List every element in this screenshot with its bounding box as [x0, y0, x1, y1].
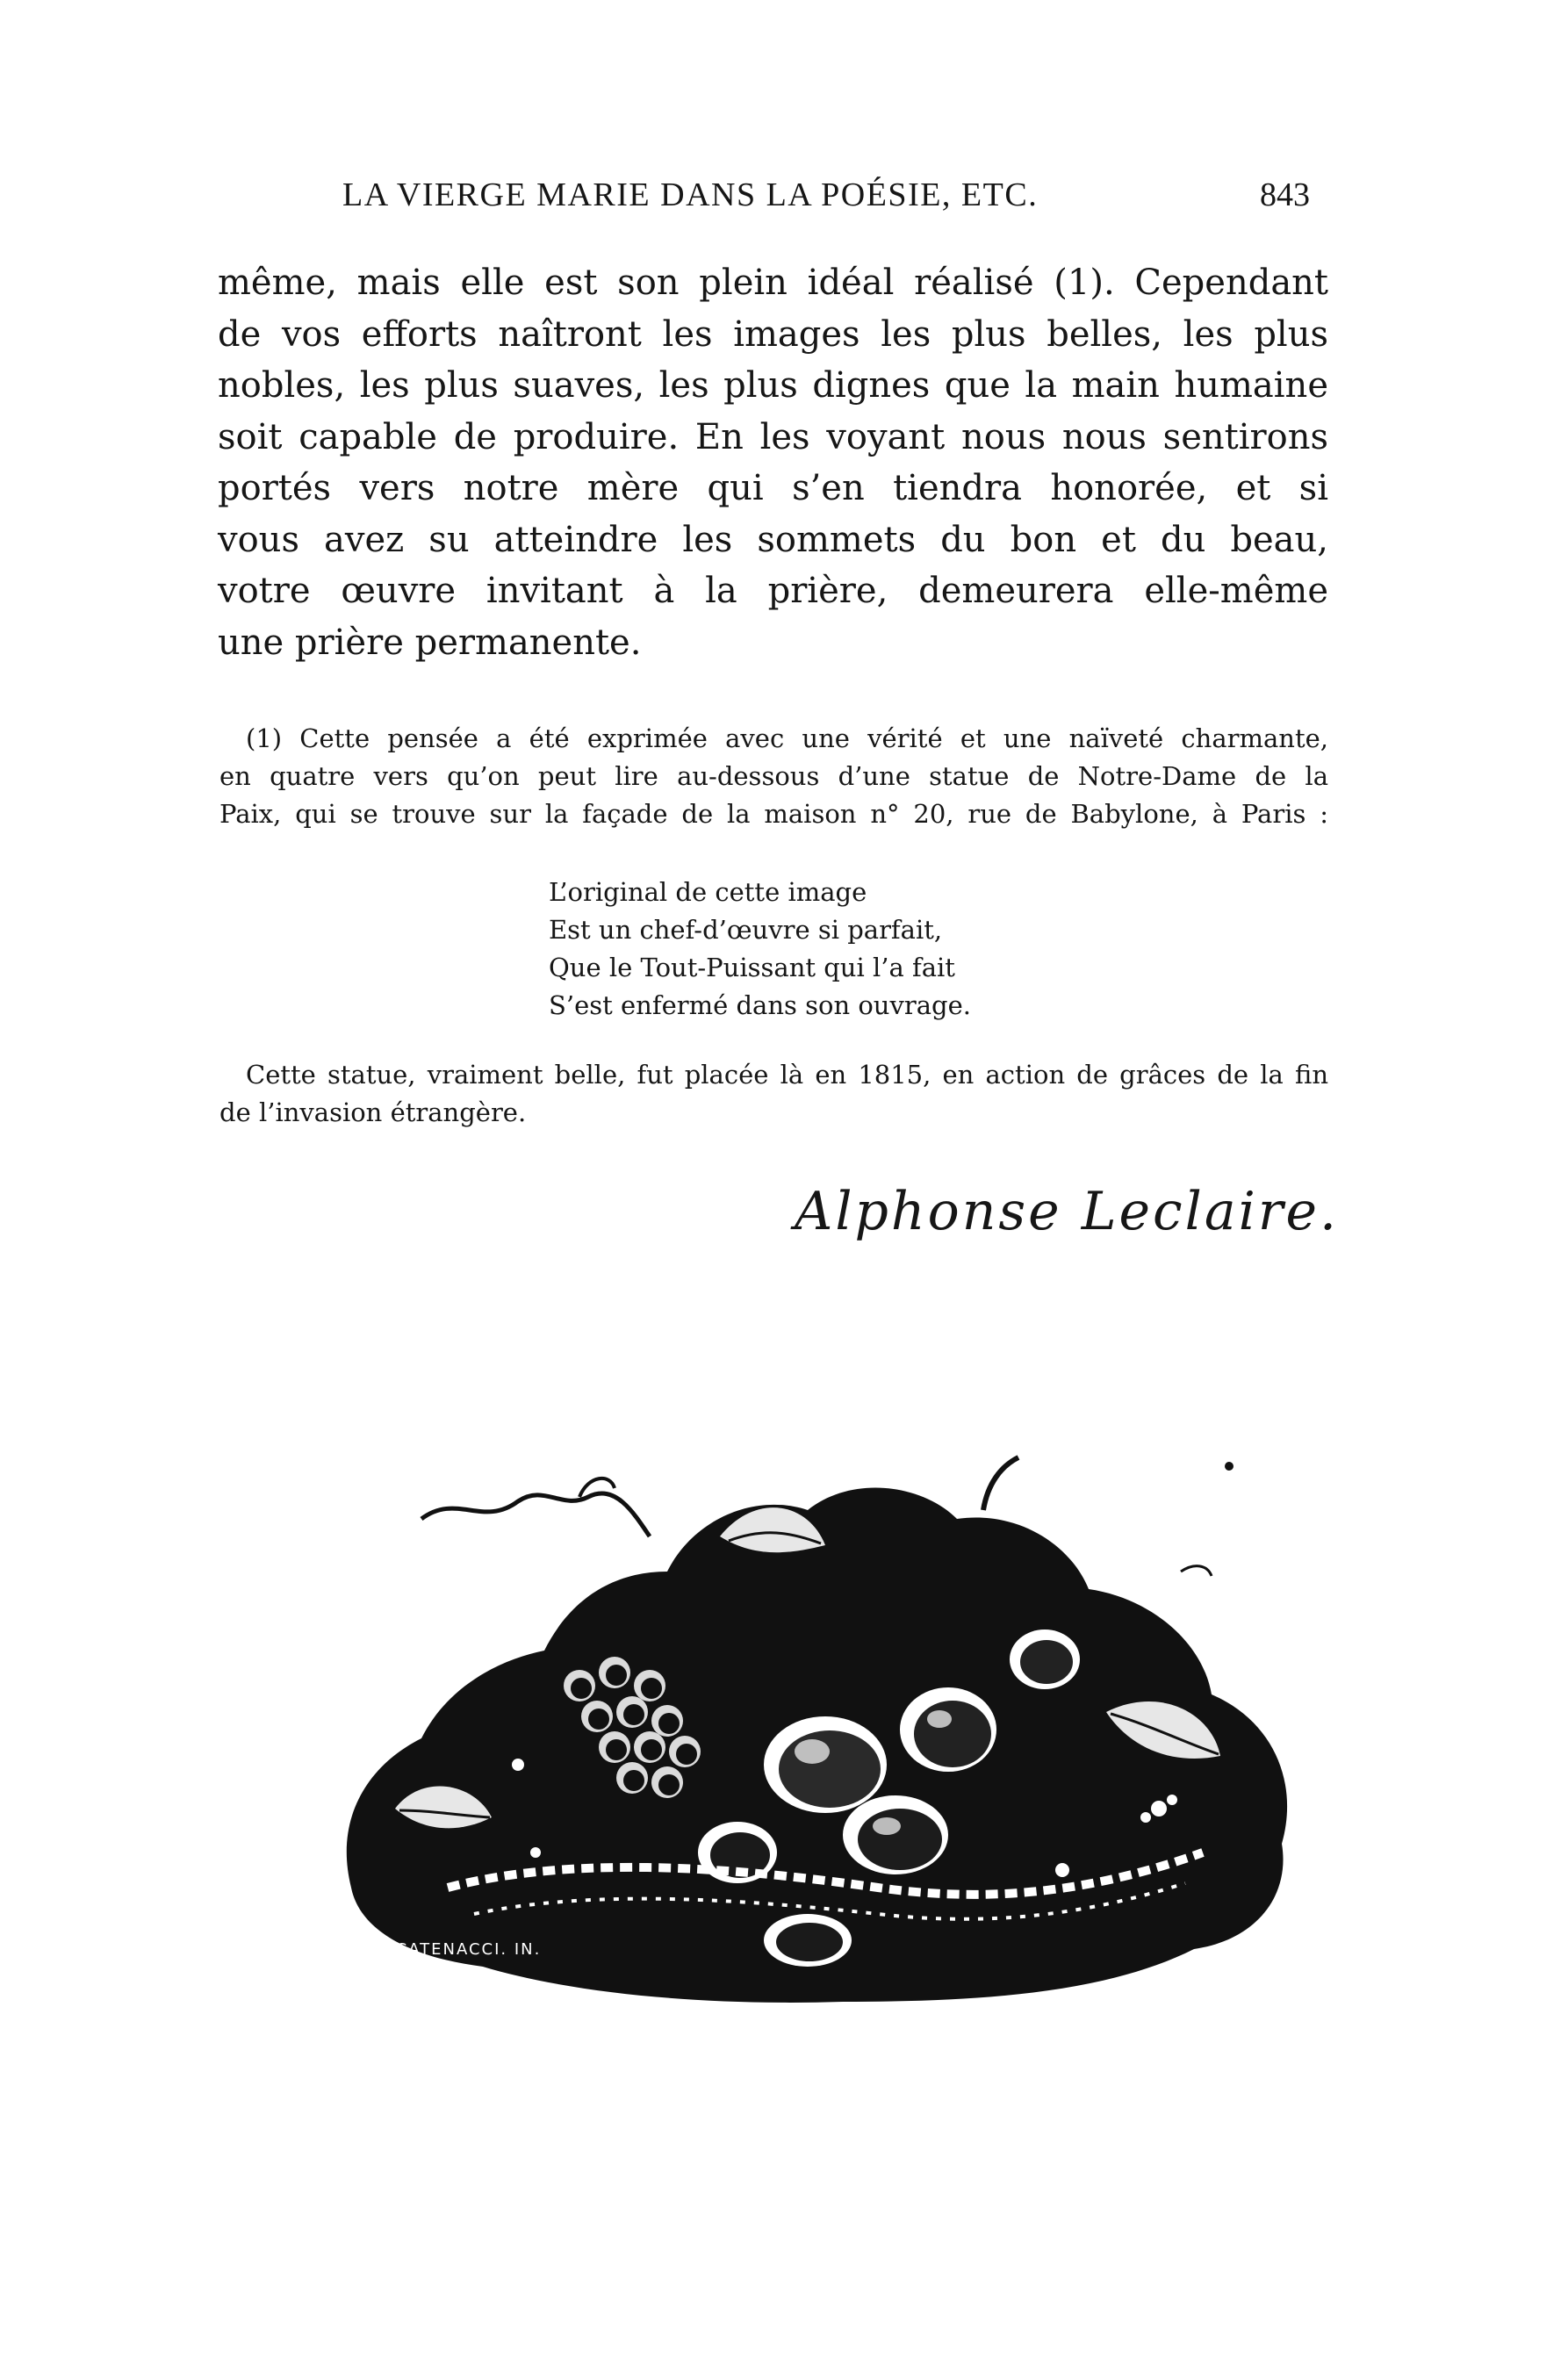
verse-line: S’est enfermé dans son ouvrage. — [549, 990, 971, 1020]
body-line: soit capable de produire. En les voyant nous nous sentirons — [218, 416, 1328, 457]
footnote-line: (1) Cette pensée a été exprimée avec une vérité et une naïveté charmante, — [246, 723, 1328, 753]
footnote-verse — [549, 874, 971, 1025]
footnote-line: en quatre vers qu’on peut lire au-dessous d’une statue de Notre-Dame de la — [219, 761, 1328, 791]
page-number: 843 — [1260, 176, 1310, 213]
body-paragraph — [218, 257, 1328, 668]
body-line: nobles, les plus suaves, les plus dignes que la main humaine — [218, 365, 1328, 406]
verse-line: Est un chef-d’œuvre si parfait, — [549, 915, 943, 945]
body-line: de vos efforts naîtront les images les plus belles, les plus — [218, 313, 1328, 355]
footnote-line: de l’invasion étrangère. — [219, 1097, 527, 1127]
body-line: portés vers notre mère qui s’en tiendra honorée, et si — [218, 468, 1328, 508]
footnote-line: Paix, qui se trouve sur la façade de la maison n° 20, rue de Babylone, à Paris : — [219, 799, 1328, 829]
body-line: une prière permanente. — [218, 622, 642, 663]
footnote-line: Cette statue, vraiment belle, fut placée là en 1815, en action de grâces de la fin — [246, 1060, 1328, 1090]
body-line: votre œuvre invitant à la prière, demeurera elle-même — [218, 571, 1328, 611]
engraver-mark: H. CATENACCI. IN. — [369, 1940, 542, 1959]
verse-line: L’original de cette image — [549, 877, 867, 907]
verse-line: Que le Tout-Puissant qui l’a fait — [549, 953, 955, 982]
running-title: LA VIERGE MARIE DANS LA POÉSIE, ETC. — [342, 176, 1039, 213]
author-signature: Alphonse Leclaire. — [795, 1181, 1340, 1242]
footnote — [219, 720, 1328, 833]
fruit-basket-vignette — [316, 1396, 1334, 2011]
footnote-continuation — [219, 1056, 1328, 1132]
body-line: même, mais elle est son plein idéal réalisé (1). Cependant — [218, 263, 1328, 303]
body-line: vous avez su atteindre les sommets du bon et du beau, — [218, 519, 1328, 560]
